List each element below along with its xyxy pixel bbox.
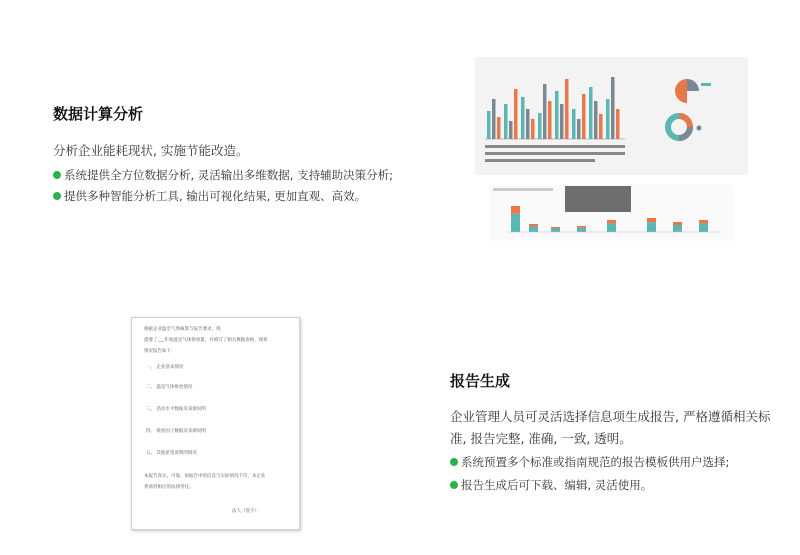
illustration-bar xyxy=(616,109,620,139)
illustration-bar xyxy=(599,114,603,139)
illustration-stacked-bar xyxy=(647,218,656,222)
bar-chart-illustration xyxy=(475,57,748,175)
illustration-stacked-bar xyxy=(607,220,616,224)
illustration-stacked-bar xyxy=(577,228,586,232)
illustration-bar xyxy=(492,99,496,139)
illustration-bar xyxy=(526,109,530,139)
illustration-stacked-bar xyxy=(551,229,560,233)
illustration-bar xyxy=(487,111,491,139)
illustration-stacked-bar xyxy=(699,220,708,224)
illustration-stacked-bar xyxy=(511,206,520,214)
bullet-dot-icon xyxy=(53,192,61,200)
bullet-item: 系统提供全方位数据分析, 灵活输出多维数据, 支持辅助决策分析; xyxy=(53,167,393,183)
illustration-stacked-bar xyxy=(551,227,560,229)
illustration-bar xyxy=(589,87,593,139)
bullet-item: 系统预置多个标准或指南规范的报告模板供用户选择; xyxy=(450,454,729,470)
illustration-bar xyxy=(577,119,581,139)
illustration-bar xyxy=(521,97,525,139)
illustration-stacked-bar xyxy=(673,222,682,225)
report-document-image: 根据企业温室气体核算与报告要求，现 提要了___年度温室气体排放量，并填写了相关数据表格，现将 情况报告如下： 一、 企业基本情况 二、 温室气体排放情况 三、 活动水平数据及来源说明 四、 排放因子数据及来源说明 五、 其他希望说明的情况 本报告真实、可靠，如报告中的信息与实际情况不符，本企业 将承担相应的法律责任。 法人（签字）： xyxy=(131,317,300,530)
illustration-bar xyxy=(606,99,610,139)
bullet-dot-icon xyxy=(450,458,458,466)
bullet-item: 提供多种智能分析工具, 输出可视化结果, 更加直观、高效。 xyxy=(53,188,366,204)
illustration-stacked-bar xyxy=(673,225,682,232)
pie-chart-icon xyxy=(675,79,711,103)
illustration-bar xyxy=(594,101,598,139)
bullet-dot-icon xyxy=(450,481,458,489)
bullet-item: 报告生成后可下载、编辑, 灵活使用。 xyxy=(450,477,652,493)
section-desc-report-line2: 准, 报告完整, 准确, 一致, 透明。 xyxy=(450,431,632,446)
illustration-bar xyxy=(509,121,513,139)
illustration-bar xyxy=(611,77,615,139)
illustration-bar xyxy=(531,119,535,139)
illustration-bar xyxy=(582,94,586,139)
illustration-stacked-bar xyxy=(699,224,708,232)
analysis-chart-image xyxy=(475,57,748,175)
illustration-stacked-bar xyxy=(511,214,520,232)
illustration-bar xyxy=(543,84,547,139)
illustration-bar xyxy=(572,109,576,139)
illustration-bar xyxy=(555,91,559,139)
illustration-stacked-bar xyxy=(607,224,616,232)
illustration-bar xyxy=(514,89,518,139)
section-desc-data-analysis: 分析企业能耗现状, 实施节能改造。 xyxy=(53,143,249,158)
illustration-stacked-bar xyxy=(647,222,656,232)
illustration-bar xyxy=(548,101,552,139)
section-title-report: 报告生成 xyxy=(450,372,511,390)
illustration-bar xyxy=(497,117,501,139)
illustration-stacked-bar xyxy=(529,224,538,226)
illustration-stacked-bar xyxy=(577,226,586,228)
stacked-bar-chart-image xyxy=(489,185,733,241)
section-title-data-analysis: 数据计算分析 xyxy=(53,105,144,123)
bullet-dot-icon xyxy=(53,171,61,179)
section-desc-report-line1: 企业管理人员可灵活选择信息项生成报告, 严格遵循相关标 xyxy=(450,409,771,424)
illustration-bar xyxy=(504,104,508,139)
illustration-stacked-bar xyxy=(529,226,538,232)
illustration-bar xyxy=(565,79,569,139)
illustration-bar xyxy=(560,104,564,139)
donut-chart-icon xyxy=(668,116,702,138)
illustration-bar xyxy=(538,113,542,139)
